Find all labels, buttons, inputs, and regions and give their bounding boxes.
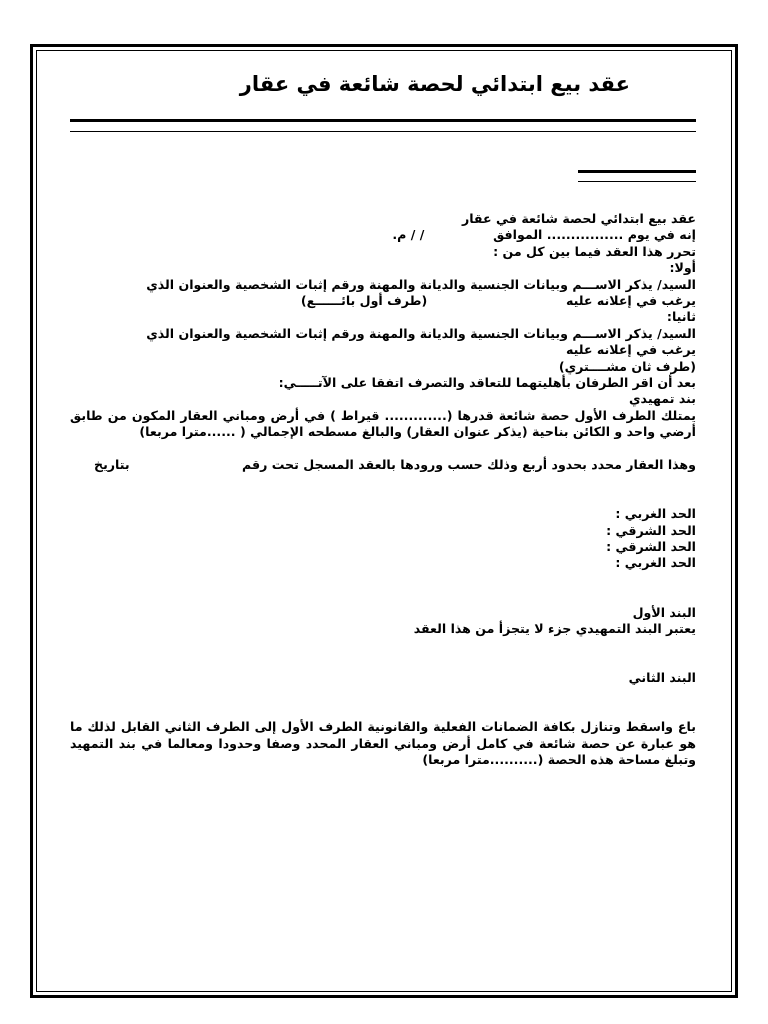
seller-role: (طرف أول بائــــــع) xyxy=(300,293,428,309)
preamble-text: يمتلك الطرف الأول حصة شائعة قدرها (............. قيراط ) في أرض ومباني العقار المكون من طابق أرضي واحد و الكائن بناحية (يذكر عنوان العقار) والبالغ مسطحه الإجمالي ( ......مترا مربعا) xyxy=(70,407,696,440)
contract-heading: عقد بيع ابتدائي لحصة شائعة في عقار xyxy=(461,211,696,226)
clause-1-text: يعتبر البند التمهيدي جزء لا يتجزأ من هذا العقد xyxy=(413,621,696,637)
date-line-date: / / م. xyxy=(392,227,425,243)
clause-1-title: البند الأول xyxy=(632,604,696,620)
first-party-label: أولا: xyxy=(669,260,696,276)
parties-intro: تحرر هذا العقد فيما بين كل من : xyxy=(493,243,696,259)
boundaries-text: وهذا العقار محدد بحدود أربع وذلك حسب ورودها بالعقد المسجل تحت رقم xyxy=(241,457,696,473)
border-west-1: الحد الغربي : xyxy=(615,506,696,522)
contract-body xyxy=(70,211,696,769)
clause-2-title: البند الثاني xyxy=(628,670,696,686)
title-rule-top xyxy=(70,119,696,122)
buyer-role: (طرف ثان مشــــتري) xyxy=(558,358,696,374)
title-rule-bottom xyxy=(70,131,696,132)
boundaries-date-label: بتاريخ xyxy=(94,457,130,473)
seller-line-2 xyxy=(70,293,696,309)
capacity-statement: بعد أن اقر الطرفان بأهليتهما للتعاقد والتصرف اتفقا على الآتـــــي: xyxy=(278,375,696,391)
second-party-label: ثانيا: xyxy=(666,309,696,325)
border-east-2: الحد الشرقي : xyxy=(606,539,696,555)
seller-notice: يرغب في إعلانه عليه xyxy=(565,293,696,309)
short-rule-bottom xyxy=(578,181,696,182)
buyer-details: السيد/ يذكر الاســـم وبيانات الجنسية والديانة والمهنة ورقم إثبات الشخصية والعنوان الذي xyxy=(146,325,696,341)
clause-2-text: باع واسقط وتنازل بكافة الضمانات الفعلية والقانونية الطرف الأول إلى الطرف الثاني القابل لذلك ما هو عبارة عن حصة شائعة في كامل أرض ومباني العقار المحدد وصفا وحدودا ومعالما في بند التمهيد وتبلغ مساحة هذه الحصة (..........مترا مربعا) xyxy=(70,719,696,768)
date-line xyxy=(70,227,696,243)
boundaries-intro xyxy=(70,457,696,473)
buyer-notice: يرغب في إعلانه عليه xyxy=(565,342,696,358)
preamble-title: بند تمهيدي xyxy=(629,391,696,407)
seller-details: السيد/ يذكر الاســـم وبيانات الجنسية والديانة والمهنة ورقم إثبات الشخصية والعنوان الذي xyxy=(146,276,696,292)
border-west-2: الحد الغربي : xyxy=(615,555,696,571)
short-rule-top xyxy=(578,170,696,173)
border-east-1: الحد الشرقي : xyxy=(606,522,696,538)
date-line-day: إنه في يوم ................ الموافق xyxy=(493,227,696,243)
document-title: عقد بيع ابتدائي لحصة شائعة في عقار xyxy=(239,72,630,96)
